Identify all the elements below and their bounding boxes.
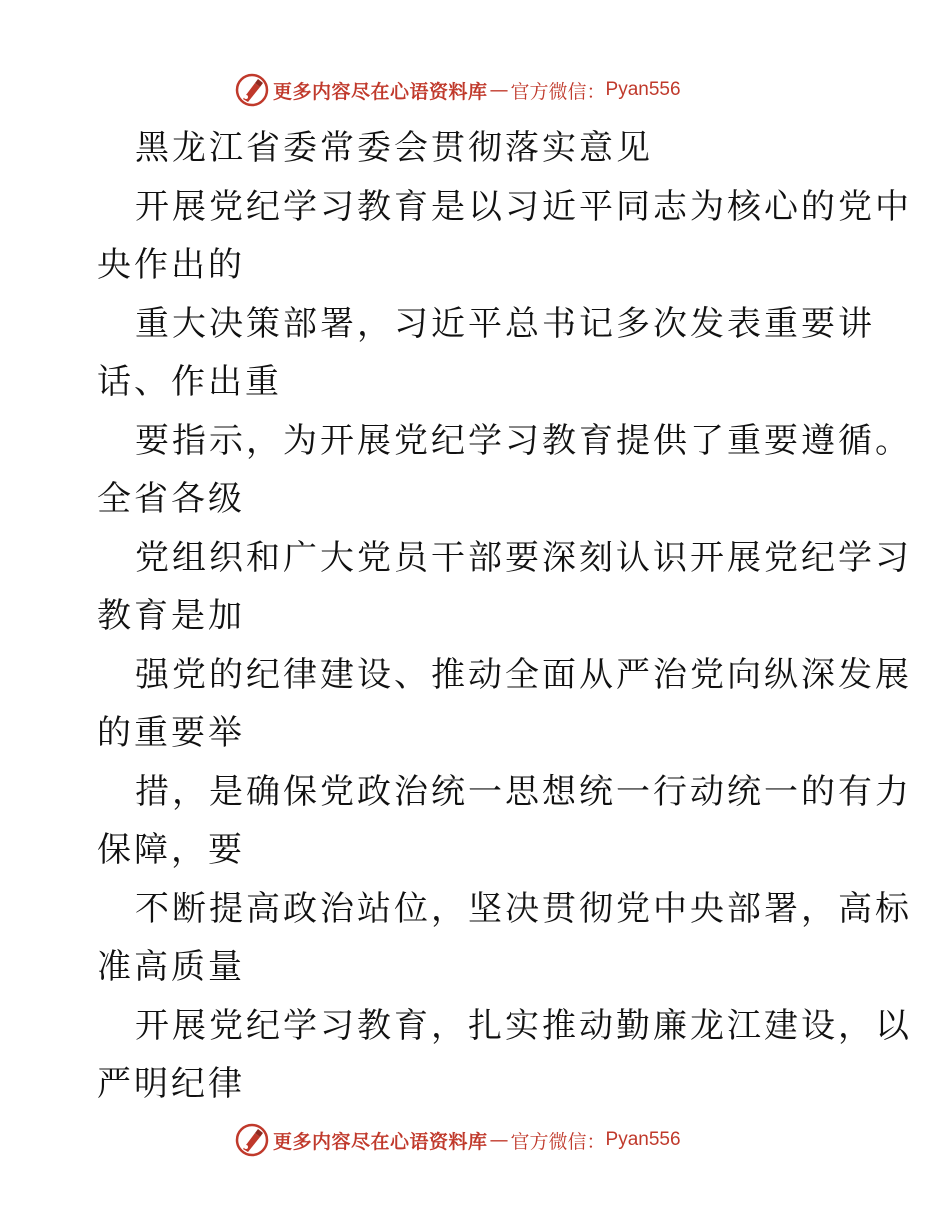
watermark-dash: — <box>489 79 509 101</box>
paragraph-line: 全省各级 <box>97 479 245 519</box>
watermark-text: 更多内容尽在心语资料库 <box>273 1130 488 1153</box>
pen-logo-icon <box>235 1123 269 1157</box>
watermark-id: Pyan556 <box>605 1129 681 1150</box>
watermark-id: Pyan556 <box>605 79 681 100</box>
watermark-label: 官方微信： <box>510 80 606 103</box>
watermark-label: 官方微信： <box>510 1130 606 1153</box>
paragraph-line: 开展党纪学习教育，扎实推动勤廉龙江建设，以 <box>135 1006 912 1046</box>
paragraph-line: 准高质量 <box>97 947 245 987</box>
paragraph-line: 话、作出重 <box>97 362 282 402</box>
paragraph-line: 严明纪律 <box>97 1064 245 1104</box>
document-title: 黑龙江省委常委会贯彻落实意见 <box>135 128 653 168</box>
paragraph-line: 教育是加 <box>97 596 245 636</box>
paragraph-line: 保障，要 <box>97 830 245 870</box>
watermark-dash: — <box>489 1129 509 1151</box>
paragraph-line: 央作出的 <box>97 245 245 285</box>
watermark-footer <box>235 1122 681 1158</box>
paragraph-line: 要指示，为开展党纪学习教育提供了重要遵循。 <box>135 421 912 461</box>
paragraph-line: 开展党纪学习教育是以习近平同志为核心的党中 <box>135 187 912 227</box>
paragraph-line: 措，是确保党政治统一思想统一行动统一的有力 <box>135 772 912 812</box>
paragraph-line: 强党的纪律建设、推动全面从严治党向纵深发展 <box>135 655 912 695</box>
paragraph-line: 不断提高政治站位，坚决贯彻党中央部署，高标 <box>135 889 912 929</box>
paragraph-line: 党组织和广大党员干部要深刻认识开展党纪学习 <box>135 538 912 578</box>
watermark-text: 更多内容尽在心语资料库 <box>273 80 488 103</box>
paragraph-line: 重大决策部署，习近平总书记多次发表重要讲 <box>135 304 875 344</box>
pen-logo-icon <box>235 73 269 107</box>
paragraph-line: 的重要举 <box>97 713 245 753</box>
watermark-header <box>235 72 681 108</box>
